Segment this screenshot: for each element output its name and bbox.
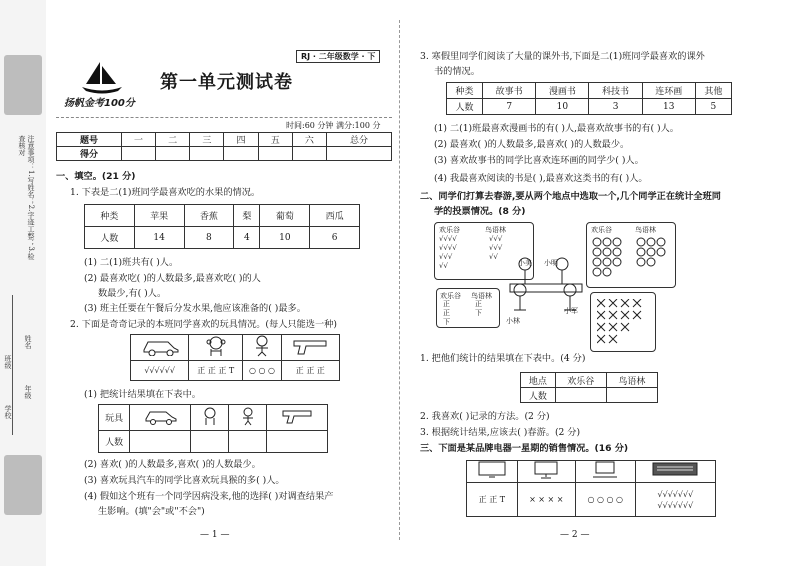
toy-car-icon <box>140 336 180 356</box>
panel-place-b: 鸟语林 <box>635 226 656 234</box>
notice-text: 注意事项：1.写姓名；2.字迹工整；3.检查核对 <box>18 135 35 261</box>
q1-sub3: (3) 班主任要在午餐后分发水果,他应该准备的( )最多。 <box>84 303 306 314</box>
fruit-header: 葡萄 <box>260 205 310 227</box>
monitor-cell <box>517 461 575 483</box>
place-header: 地点 <box>521 373 556 388</box>
sales-tally-tv: 正 正 T <box>467 483 518 517</box>
time-info: 时间:60 分钟 满分:100 分 <box>286 121 381 130</box>
tv-cell <box>467 461 518 483</box>
section2-title-line2: 学的投票情况。(8 分) <box>434 206 526 217</box>
fruit-header: 西瓜 <box>310 205 360 227</box>
vote-panel-xiaoming <box>586 222 676 288</box>
score-header: 六 <box>292 133 326 147</box>
q3-text-line2: 书的情况。 <box>434 66 480 77</box>
books-value: 13 <box>642 99 695 115</box>
toy-doll-cell <box>243 335 281 361</box>
binding-line <box>4 295 34 435</box>
toy-count-cell[interactable] <box>267 431 328 453</box>
place-count-cell[interactable] <box>555 388 606 403</box>
page-number-left: — 1 — <box>200 530 230 540</box>
toy-tally-table <box>130 334 340 381</box>
q3-sub4: (4) 我最喜欢阅读的书是( ),最喜欢这类书的有( )人。 <box>434 173 648 184</box>
fruit-header: 香蕉 <box>184 205 234 227</box>
kid-label: 小林 <box>506 317 520 325</box>
fruit-value: 6 <box>310 227 360 249</box>
sidebar-band-bottom <box>4 455 42 515</box>
panel-place-b: 鸟语林 <box>471 292 492 300</box>
page-header <box>56 52 392 118</box>
sailboat-logo-icon <box>80 60 124 94</box>
q2-sub3: (3) 喜欢玩具汽车的同学比喜欢玩具猴的多( )人。 <box>84 475 285 486</box>
section2-title-line1: 二、同学们打算去春游,要从两个地点中选取一个,几个同学正在统计全班同 <box>420 191 721 202</box>
kid-label: 小军 <box>564 307 578 315</box>
kid-label: 小明 <box>544 259 558 267</box>
books-table <box>446 82 732 115</box>
sidebar-band-top <box>4 55 42 115</box>
fruit-value: 10 <box>260 227 310 249</box>
class-label: 班级 <box>4 355 12 369</box>
sales-table <box>466 460 716 517</box>
q1-sub2b: 数最少,有( )人。 <box>98 288 167 299</box>
q3-text-line1: 3. 寒假里同学们阅读了大量的课外书,下面是二(1)班同学最喜欢的课外 <box>420 51 705 62</box>
tv-icon <box>477 461 507 479</box>
page-divider <box>399 20 400 540</box>
toy-gun-icon <box>279 407 315 425</box>
q1-text: 1. 下表是二(1)班同学最喜欢吃的水果的情况。 <box>70 187 261 198</box>
section3-title: 三、下面是某品牌电器一星期的销售情况。(16 分) <box>420 443 629 454</box>
score-cell[interactable] <box>224 147 258 161</box>
score-header: 一 <box>121 133 155 147</box>
edition-tag: RJ · 二年级数学 · 下 <box>296 50 380 63</box>
score-header: 三 <box>190 133 224 147</box>
monitor-icon <box>531 461 561 479</box>
kid-label: 小美 <box>518 259 532 267</box>
fruit-value: 8 <box>184 227 234 249</box>
score-cell[interactable] <box>190 147 224 161</box>
toy-gun-icon <box>290 336 330 356</box>
panel-tally-a: √√√√ √√√√ √√√ √√ <box>439 235 457 270</box>
score-cell[interactable] <box>156 147 190 161</box>
score-cell[interactable] <box>121 147 155 161</box>
toy-car-cell <box>130 405 191 431</box>
circle-tally-icon <box>591 237 673 285</box>
toy-gun-cell <box>281 335 339 361</box>
binding-sidebar <box>0 0 46 566</box>
school-label: 学校 <box>4 405 12 419</box>
q2-sub1: (1) 把统计结果填在下表中。 <box>84 389 201 400</box>
score-cell[interactable] <box>292 147 326 161</box>
place-row-label: 人数 <box>521 388 556 403</box>
page-title: 第一单元测试卷 <box>160 72 293 93</box>
place-count-cell[interactable] <box>606 388 657 403</box>
score-header: 二 <box>156 133 190 147</box>
toy-monkey-cell <box>191 405 229 431</box>
q1-sub2a: (2) 最喜欢吃( )的人数最多,最喜欢吃( )的人 <box>84 273 261 284</box>
toy-table-row-label: 人数 <box>99 431 130 453</box>
toy-count-cell[interactable] <box>229 431 267 453</box>
books-value: 3 <box>589 99 642 115</box>
panel-place-b: 鸟语林 <box>485 226 506 234</box>
books-value: 7 <box>483 99 536 115</box>
page-number-right: — 2 — <box>560 530 590 540</box>
score-header: 总分 <box>327 133 392 147</box>
toy-doll-icon <box>237 406 259 426</box>
brand-name: 扬帆金考100分 <box>64 98 135 109</box>
tally-doll: ○ ○ ○ <box>243 361 281 381</box>
books-row-label: 人数 <box>447 99 483 115</box>
score-header: 五 <box>258 133 292 147</box>
q1-sub1: (1) 二(1)班共有( )人。 <box>84 257 179 268</box>
toy-count-cell[interactable] <box>130 431 191 453</box>
toy-monkey-icon <box>204 335 228 357</box>
sales-tally-computer: ○ ○ ○ ○ <box>575 483 635 517</box>
vote-panel-xiaolin <box>436 288 500 328</box>
score-header: 题号 <box>57 133 122 147</box>
tally-monkey: 正 正 正 T <box>189 361 243 381</box>
air-conditioner-cell <box>635 461 715 483</box>
panel-tally-a: 正 正 下 <box>443 300 450 326</box>
toy-car-icon <box>142 407 178 425</box>
score-cell[interactable] <box>258 147 292 161</box>
books-header: 其他 <box>695 83 731 99</box>
q2-sub4b: 生影响。(填"会"或"不会") <box>98 506 205 517</box>
panel-place-a: 欢乐谷 <box>440 292 461 300</box>
q2-text: 2. 下面是奇奇记录的本班同学喜欢的玩具情况。(每人只能选一种) <box>70 319 337 330</box>
books-header: 种类 <box>447 83 483 99</box>
toy-doll-cell <box>229 405 267 431</box>
grade-label: 年级 <box>24 385 32 399</box>
fruit-row-label: 人数 <box>85 227 135 249</box>
books-header: 漫画书 <box>536 83 589 99</box>
fruit-value: 4 <box>234 227 260 249</box>
books-header: 连环画 <box>642 83 695 99</box>
name-label: 姓名 <box>24 335 32 349</box>
toy-car-cell <box>131 335 189 361</box>
cross-tally-icon <box>597 299 651 349</box>
q2-sub4a: (4) 假如这个班有一个同学因病没来,他的选择( )对调查结果产 <box>84 491 334 502</box>
score-table <box>56 132 392 161</box>
place-vote-table <box>520 372 658 403</box>
books-value: 10 <box>536 99 589 115</box>
q2-sub2: (2) 喜欢( )的人数最多,喜欢( )的人数最少。 <box>84 459 261 470</box>
q3-sub3: (3) 喜欢故事书的同学比喜欢连环画的同学少( )人。 <box>434 155 644 166</box>
tally-car: √√√√√√ <box>131 361 189 381</box>
q3-sub2: (2) 最喜欢( )的人数最多,最喜欢( )的人数最少。 <box>434 139 630 150</box>
s2-sub1: 1. 把他们统计的结果填在下表中。(4 分) <box>420 353 586 364</box>
toy-gun-cell <box>267 405 328 431</box>
fruit-value: 14 <box>134 227 184 249</box>
panel-place-a: 欢乐谷 <box>591 226 612 234</box>
sales-tally-ac: √√√√√√√ √√√√√√√ <box>635 483 715 517</box>
s2-sub3: 3. 根据统计结果,应该去( )春游。(2 分) <box>420 427 581 438</box>
toy-count-table <box>98 404 328 453</box>
place-header: 鸟语林 <box>606 373 657 388</box>
books-value: 5 <box>695 99 731 115</box>
computer-cell <box>575 461 635 483</box>
fruit-table <box>84 204 360 249</box>
tally-gun: 正 正 正 <box>281 361 339 381</box>
toy-table-header: 玩具 <box>99 405 130 431</box>
fruit-header: 苹果 <box>134 205 184 227</box>
section1-title: 一、填空。(21 分) <box>56 171 136 182</box>
panel-place-a: 欢乐谷 <box>439 226 460 234</box>
score-row-label: 得分 <box>57 147 122 161</box>
panel-tally-b: √√√ √√√ √√ <box>489 235 503 261</box>
toy-monkey-cell <box>189 335 243 361</box>
books-header: 科技书 <box>589 83 642 99</box>
place-header: 欢乐谷 <box>555 373 606 388</box>
toy-doll-icon <box>250 335 274 357</box>
sales-tally-monitor: × × × × <box>517 483 575 517</box>
toy-monkey-icon <box>199 406 221 426</box>
vote-panel-xiaojun <box>590 292 656 352</box>
s2-sub2: 2. 我喜欢( )记录的方法。(2 分) <box>420 411 550 422</box>
fruit-header: 梨 <box>234 205 260 227</box>
toy-count-cell[interactable] <box>191 431 229 453</box>
books-header: 故事书 <box>483 83 536 99</box>
fruit-header: 种类 <box>85 205 135 227</box>
computer-icon <box>590 461 620 479</box>
score-cell[interactable] <box>327 147 392 161</box>
q3-sub1: (1) 二(1)班最喜欢漫画书的有( )人,最喜欢故事书的有( )人。 <box>434 123 679 134</box>
score-header: 四 <box>224 133 258 147</box>
panel-tally-b: 正 下 <box>475 300 482 317</box>
air-conditioner-icon <box>651 461 699 479</box>
